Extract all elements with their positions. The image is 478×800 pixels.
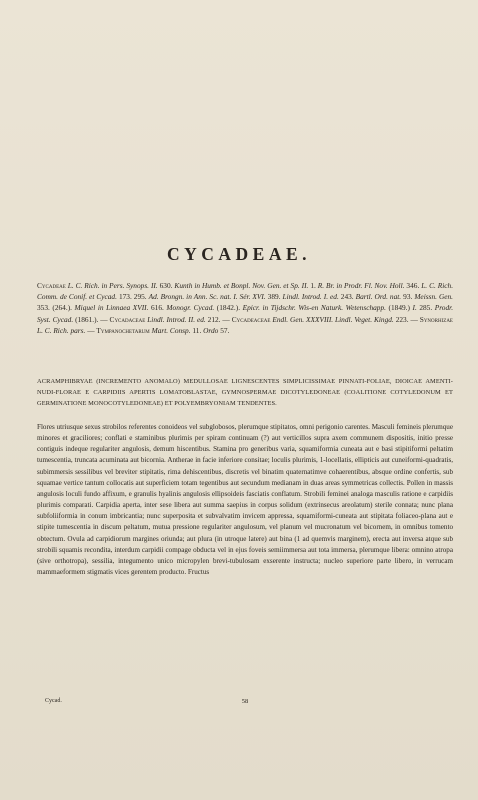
synonymy-segment: 223. — (395, 314, 420, 324)
synonymy-segment: L. C. Rich. in Pers. Synops. II. (65, 281, 160, 290)
synonymy-segment: Monogr. Cycad. (166, 303, 217, 313)
synonymy-segment: 389. (267, 292, 283, 302)
synonymy-segment: 243. (340, 292, 356, 302)
signature-mark: Cycad. (45, 698, 62, 704)
page-number: 58 (241, 698, 249, 705)
synonymy-segment: 11. (192, 325, 204, 335)
synonymy-segment: Mart. Consp. (149, 325, 193, 335)
synonymy-segment: Ad. Brongn. in Ann. Sc. nat. I. Sér. XVI. (148, 292, 268, 302)
synonymy-segment: Endl. Gen. XXXVIII. Lindl. Veget. Kingd. (270, 314, 396, 324)
synonymy-segment: Bartl. Ord. nat. (355, 292, 404, 302)
synonymy-segment: Meissn. Gen. (414, 292, 454, 302)
page-footer (37, 698, 453, 710)
synonymy-segment: Ordo (203, 325, 221, 335)
synonymy-segment: 1. (310, 281, 318, 290)
synonymy-segment: Cycadeaceae (231, 314, 271, 324)
synonymy-paragraph (37, 280, 453, 336)
synonymy-segment: L. C. Rich. pars. (37, 325, 88, 335)
synonymy-segment: Miquel in Linnaea XVII. (74, 303, 151, 313)
synonymy-segment: I. (412, 303, 420, 313)
synonymy-segment: Synorhizae (419, 314, 453, 324)
description-paragraph: Flores utriusque sexus strobilos referentes conoideos vel subglobosos, plerumque stipitatos, omni perigonio carentes. Masculi femineis plerumque minores et graciliores; conflati e staminibus plurimis per spiram continuam (?) aut verticillos supra axem communem dispositis, initio presse contiguis indeque regulariter angulosis, demum hiscentibus. Stamina pro generibus varia, squamiformia cuneata aut e basi stipitiformi peltatim tumescentia, truncata acuminata aut bicornia. Antherae in facie inferiore consitae; loculis plurimis, 1-locellatis, ellipticis aut cuneiformi-quadratis, subimmersis sessilibus vel breviter stipitatis, rima dehiscentibus, discretis vel binatim quaternatimve cohaerentibus, absque ordine confertis, sub squamae vertice tantum collocatis aut superficiem totam tegentibus aut secundum medianam in duas areas symmetricas collectis. Pollen in massis angulosis loculi fundo affixum, e granulis hyalinis angulosis ellipsoideis fasciatis conflatum. Strobili feminei analoga masculis ratione e carpidiis plurimis comparati. Carpidia aperta, inter sese libera aut summa saepius in corpus solidum (extrinsecus areolatum) sterile connata; nunc plana subfoliiformia in conum imbricantia; nunc superposita et subvalvatim invicem appressa, squamiformi-cuneata aut stipitata foliaceo-plana aut e stipite tumescentia in discum peltatum, mutua pressione regulariter angulosum, vel planum vel mucronatum vel bicornem, in omnibus tomento obtectum. Ovula ad carpidiorum margines oriunda; aut plura (in utroque latere) aut bina (1 ad quemvis marginem), erecta aut inversa atque sub strobili squamis recondita, interdum carpidii compage obducta vel in ejus foveis semiimmersa aut tota immersa, plerumque libera: omnino atropa (sive orthotropa), sessilia, integumento unico micropylen brevi-tubulosam exserente instructa; nucleo superiore parte libero, in verrucam mammaeformem stigmatis vices gerentem producto. Fructus (37, 423, 453, 577)
synonymy-segment: 285. (419, 303, 435, 313)
synonymy-segment: R. Br. in Prodr. Fl. Nov. Holl. (317, 281, 407, 290)
synonymy-segment: Lindl. Introd. II. ed. (145, 314, 208, 324)
synonymy-segment: 346. (406, 281, 422, 290)
synonymy-segment: 57. (220, 325, 230, 335)
synonymy-segment: 616. (151, 303, 167, 313)
synonymy-segment: Kunth in Humb. et Bonpl. Nov. Gen. et Sp. II. (174, 281, 311, 290)
synonymy-segment: 93. (403, 292, 415, 302)
synonymy-segment: (1842.). (216, 303, 243, 313)
synonymy-segment: 630. (159, 281, 175, 290)
synonymy-segment: 212. — (207, 314, 232, 324)
synonymy-segment: Epicr. in Tijdschr. Wis-en Naturk. Wetenschapp. (242, 303, 389, 313)
synonymy-segment: 173. 295. (118, 292, 149, 302)
synonymy-segment: Prodr. Syst. Cycad. (37, 303, 454, 324)
synonymy-segment: (1861.). — (75, 314, 110, 324)
page-title: CYCADEAE. (166, 244, 312, 264)
synonymy-segment: Cycadeae (37, 281, 66, 290)
synonymy-segment: Lindl. Introd. I. ed. (282, 292, 341, 302)
synonymy-segment: Cycadaceae (109, 314, 146, 324)
synonymy-segment: Tympanochetarum (96, 325, 150, 335)
synonymy-segment: (1849.) (388, 303, 413, 313)
synonymy-segment: 353. (264.). (37, 303, 75, 313)
diagnosis-paragraph: ACRAMPHIBRYAE (INCREMENTO ANOMALO) MEDULLOSAE LIGNESCENTES SIMPLICISSIMAE PINNATI-FOLIAE, DIOICAE AMENTI-NUDI-FLORAE E CARPIDIIS APERTIS LOMATOBLASTAE, GYMNOSPERMAE DICOTYLEDONEAE (COALITIONE COTYLEDONUM ET GERMINATIONE MONOCOTYLEDONEAE) ET POLYEMBRYONIAM TENDENTES. (37, 378, 453, 408)
synonymy-segment: L. C. Rich. Comm. de Conif. et Cycad. (37, 281, 454, 302)
synonymy-segment: — (87, 325, 97, 335)
